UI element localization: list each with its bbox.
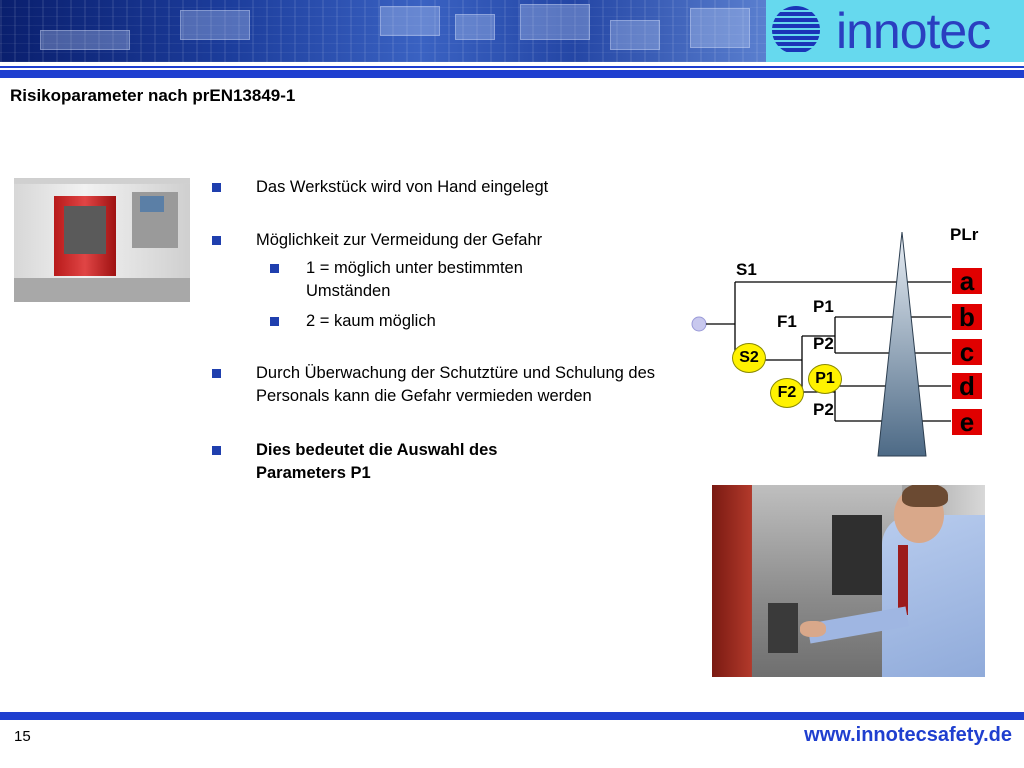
bullet-item-4: Dies bedeutet die Auswahl des Parameters P1 — [256, 441, 498, 482]
machine-photo — [14, 178, 190, 302]
s2-highlight: S2 — [732, 343, 766, 373]
plr-level-b: b — [951, 303, 983, 331]
plr-level-e: e — [951, 408, 983, 436]
plr-level-a: a — [951, 267, 983, 295]
p2-top-label: P2 — [813, 334, 834, 353]
bullet-marker-icon — [212, 369, 221, 378]
bullet-marker-icon — [212, 446, 221, 455]
p1-top-label: P1 — [813, 297, 834, 316]
bullet-item-3: Durch Überwachung der Schutztüre und Schulung des Personals kann die Gefahr vermieden werden — [256, 364, 655, 405]
p1-bottom-highlight: P1 — [808, 364, 842, 394]
bullet-item-1: Das Werkstück wird von Hand eingelegt — [256, 178, 549, 196]
f1-label: F1 — [777, 312, 797, 331]
risk-graph-diagram — [680, 220, 1000, 470]
header-rule — [0, 70, 1024, 78]
s1-label: S1 — [736, 260, 757, 279]
header-banner — [0, 0, 766, 62]
sub-bullet-item-1: 1 = möglich unter bestimmten Umständen — [306, 259, 523, 300]
logo-text: innotec — [836, 3, 991, 59]
bullet-marker-icon — [212, 183, 221, 192]
page-number: 15 — [14, 728, 31, 745]
bullet-item-2: Möglichkeit zur Vermeidung der Gefahr — [256, 231, 543, 249]
footer-url-link[interactable]: www.innotecsafety.de — [804, 724, 1012, 746]
bullet-marker-icon — [212, 236, 221, 245]
operator-photo — [712, 485, 985, 677]
globe-logo-icon — [772, 6, 820, 54]
plr-label: PLr — [950, 225, 979, 244]
sub-bullet-marker-icon — [270, 317, 279, 326]
plr-level-c: c — [951, 338, 983, 366]
sub-bullet-marker-icon — [270, 264, 279, 273]
header-rule-thin — [0, 66, 1024, 68]
plr-level-d: d — [951, 372, 983, 400]
p2-bottom-label: P2 — [813, 400, 834, 419]
sub-bullet-item-2: 2 = kaum möglich — [306, 312, 436, 330]
footer-rule — [0, 712, 1024, 720]
f2-highlight: F2 — [770, 378, 804, 408]
slide-title: Risikoparameter nach prEN13849-1 — [10, 86, 296, 105]
